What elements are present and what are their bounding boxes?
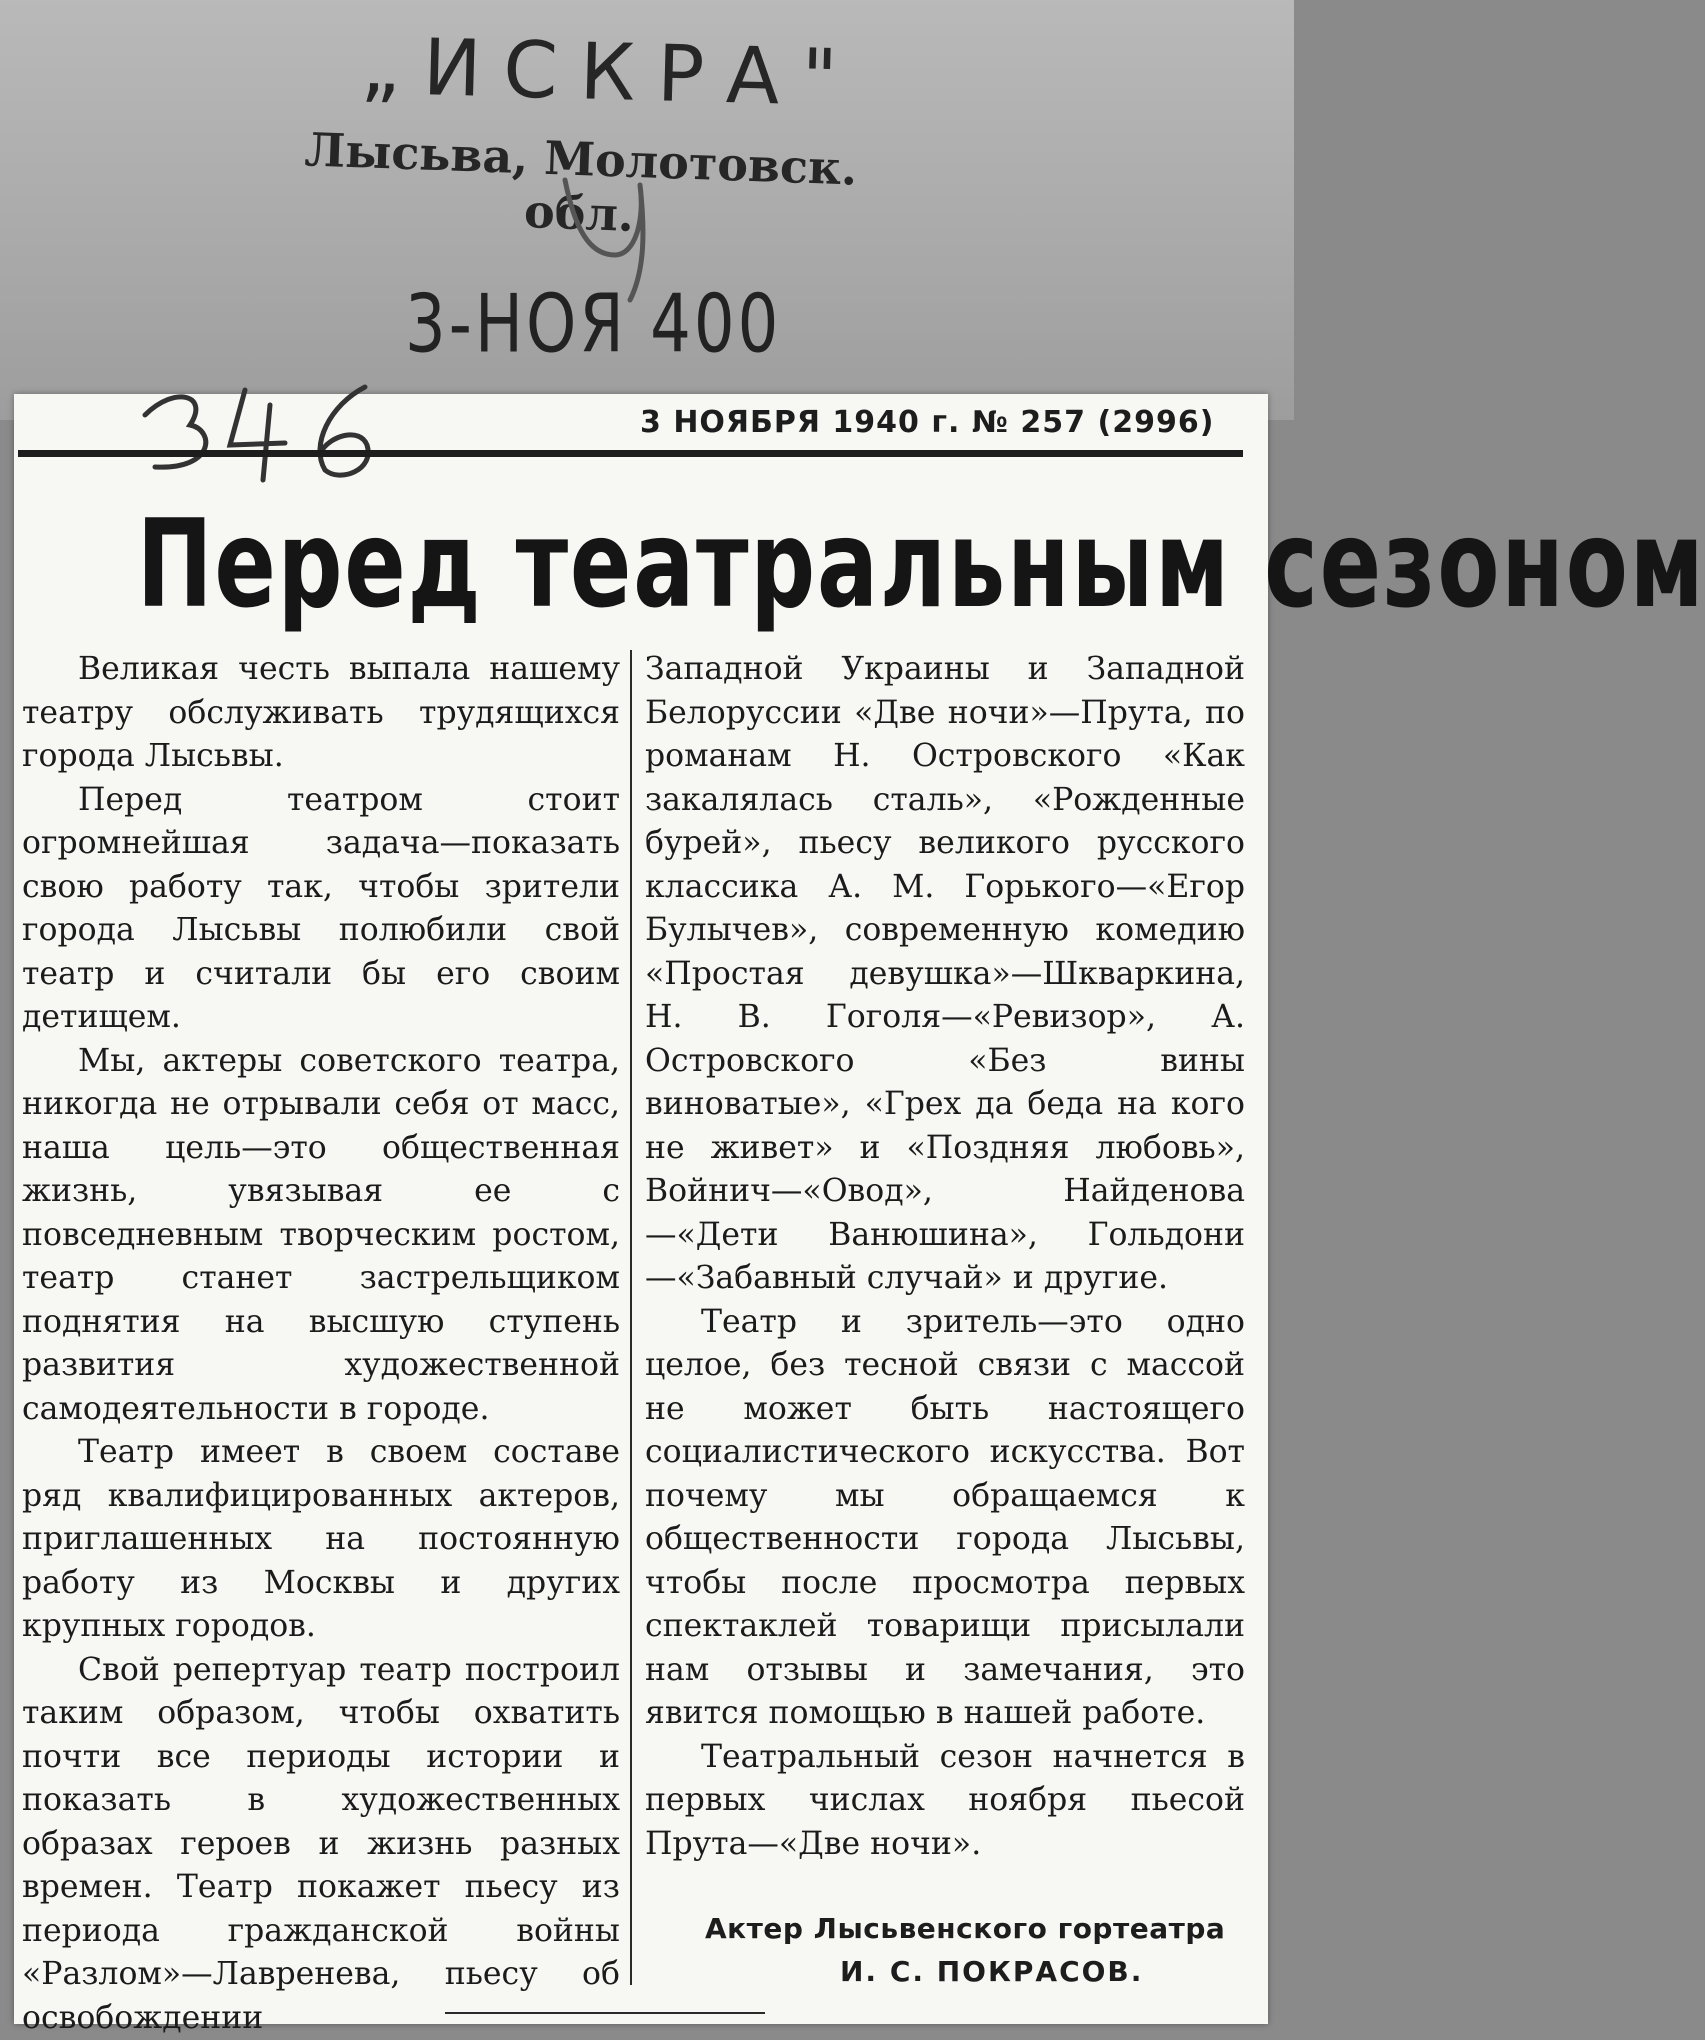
- paragraph: Перед театром стоит огромнейшая задача—показать свою работу так, чтобы зрители города Лысьвы полюбили свой театр и считали бы его своим детищем.: [22, 779, 620, 1040]
- newspaper-stamp-city: Лысьва, Молотовск. обл.: [268, 121, 891, 251]
- bottom-rule: [445, 2012, 765, 2014]
- paragraph: Театральный сезон начнется в первых числах ноября пьесой Прута—«Две ночи».: [645, 1736, 1245, 1867]
- paragraph: Западной Украины и Западной Белоруссии «Две ночи»—Прута, по романам Н. Островского «Как закалялась сталь», «Рожденные бурей», пьесу великого русского классика А. М. Горького—«Егор Булычев», современную комедию «Простая девушка»—Шкваркина, Н. В. Гоголя—«Ревизор», А. Островского «Без вины виноватые», «Грех да беда на кого не живет» и «Поздняя любовь», Войнич—«Овод», Найденова—«Дети Ванюшина», Гольдони—«Забавный случай» и другие.: [645, 648, 1245, 1301]
- author-name: И. С. ПОКРАСОВ.: [840, 1955, 1240, 1988]
- author-role: Актер Лысьвенского гортеатра: [705, 1912, 1245, 1945]
- header-rule: [18, 450, 1243, 457]
- paragraph: Театр имеет в своем составе ряд квалифицированных актеров, приглашенных на постоянную работу из Москвы и других крупных городов.: [22, 1431, 620, 1649]
- article-headline: Перед театральным сезоном: [137, 495, 1153, 635]
- article-right-column: [645, 648, 1245, 1866]
- article-left-column: [22, 648, 620, 2040]
- issue-line: 3 НОЯБРЯ 1940 г. № 257 (2996): [640, 405, 1250, 440]
- column-divider: [630, 650, 632, 1985]
- date-stamp: 3-НОЯ 400: [405, 279, 785, 372]
- paragraph: Великая честь выпала нашему театру обслуживать трудящихся города Лысьвы.: [22, 648, 620, 779]
- newspaper-stamp-title: „ИСКРА": [329, 21, 891, 126]
- paragraph: Свой репертуар театр построил таким образом, чтобы охватить почти все периоды истории и показать в художественных образах героев и жизнь разных времен. Театр покажет пьесу из периода гражданской войны «Разлом»—Лавренева, пьесу об освобождении: [22, 1649, 620, 2040]
- paragraph: Мы, актеры советского театра, никогда не отрывали себя от масс, наша цель—это общественная жизнь, увязывая ее с повседневным творческим ростом, театр станет застрельщиком поднятия на высшую ступень развития художественной самодеятельности в городе.: [22, 1040, 620, 1432]
- paragraph: Театр и зритель—это одно целое, без тесной связи с массой не может быть настоящего социалистического искусства. Вот почему мы обращаемся к общественности города Лысьвы, чтобы после просмотра первых спектаклей товарищи присылали нам отзывы и замечания, это явится помощью в нашей работе.: [645, 1301, 1245, 1736]
- archive-card: [0, 0, 1294, 420]
- pencil-number-mark: [135, 375, 395, 485]
